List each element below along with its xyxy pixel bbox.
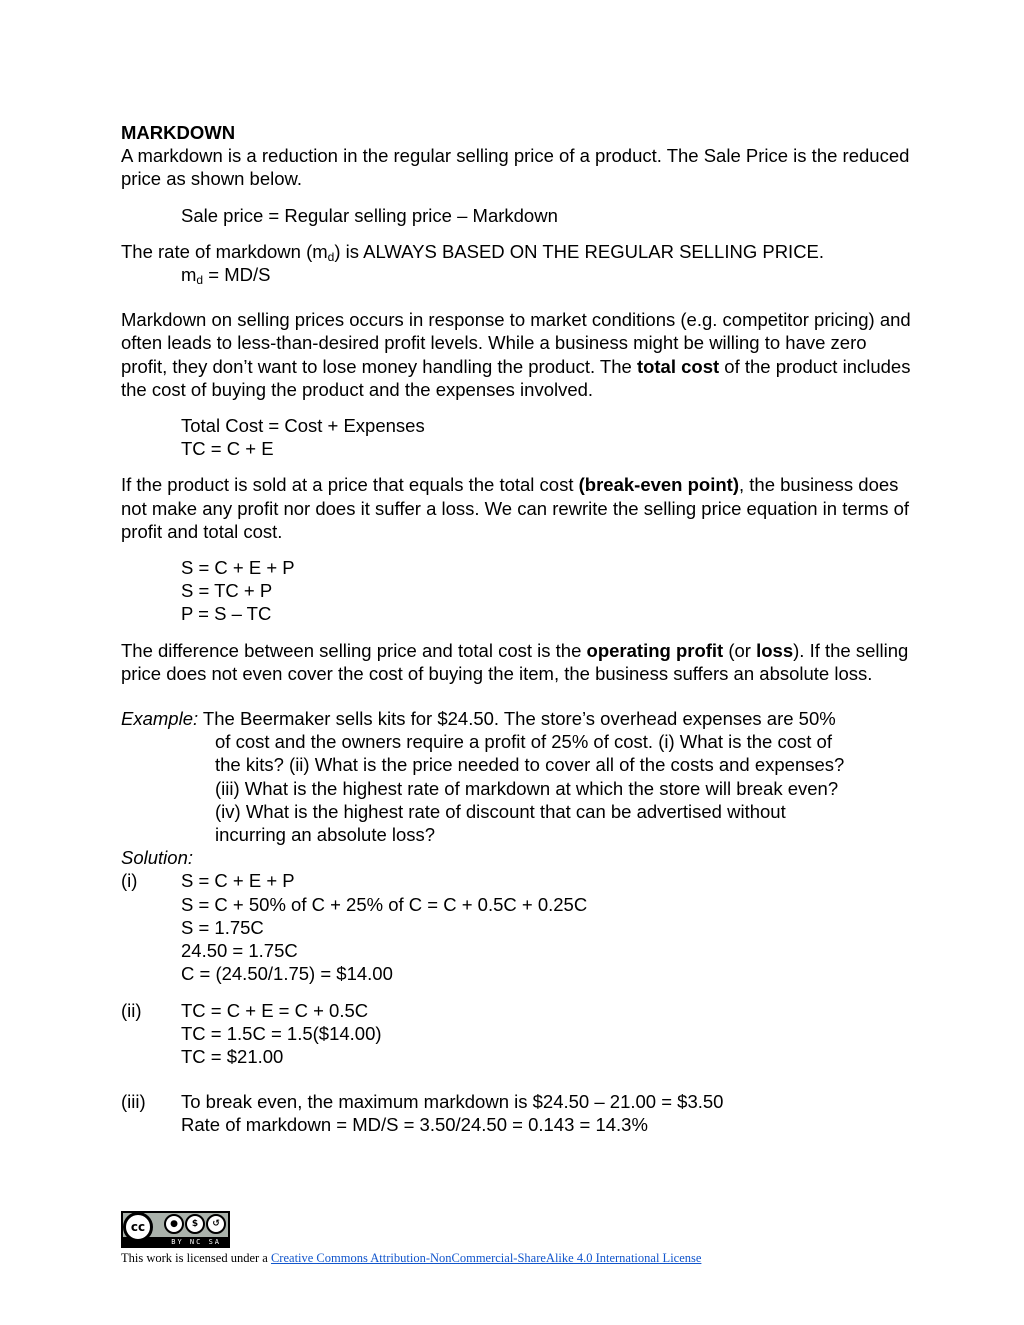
attribution-icon: ● bbox=[164, 1214, 184, 1234]
solution-part-i bbox=[121, 869, 911, 985]
rate-line-text-end: ) is ALWAYS BASED ON THE REGULAR SELLING PRICE. bbox=[334, 240, 825, 262]
sharealike-icon: ↺ bbox=[206, 1214, 226, 1234]
cc-license-badge-icon[interactable] bbox=[121, 1211, 230, 1248]
example-line: the kits? (ii) What is the price needed to cover all of the costs and expenses? bbox=[215, 754, 845, 776]
sale-price-formula: Sale price = Regular selling price – Markdown bbox=[181, 204, 558, 226]
md-formula-text: m bbox=[181, 264, 197, 286]
solution-body bbox=[181, 1090, 911, 1136]
document-page bbox=[121, 121, 911, 1137]
para-text: If the product is sold at a price that equals the total cost bbox=[121, 474, 579, 496]
solution-body bbox=[181, 869, 911, 985]
para-bold-term: total cost bbox=[636, 355, 720, 377]
example-text: The Beermaker sells kits for $24.50. The store’s overhead expenses are 50% bbox=[198, 708, 836, 730]
solution-line: TC = $21.00 bbox=[181, 1045, 284, 1067]
md-formula bbox=[121, 263, 911, 286]
rate-line-text: The rate of markdown (m bbox=[121, 240, 328, 262]
intro-paragraph: A markdown is a reduction in the regular selling price of a product. The Sale Price is the reduced price as shown below. bbox=[121, 145, 910, 190]
para-text: Markdown on selling prices occurs in response to market conditions (e.g. competitor pricing) and often leads to less-than-desired profit levels. While a business might be willing to have zero profit, they don’t want to lose money handling the product. The bbox=[121, 309, 911, 377]
formula-line: TC = C + E bbox=[181, 438, 274, 460]
solution-label-text: Solution: bbox=[121, 847, 193, 869]
solution-label bbox=[121, 846, 911, 869]
break-even-paragraph bbox=[121, 473, 911, 543]
para-text: of the product includes the cost of buying the product and the expenses involved. bbox=[121, 355, 911, 400]
solution-line: To break even, the maximum markdown is $24.50 – 21.00 = $3.50 bbox=[181, 1091, 724, 1113]
para-text: (or bbox=[723, 639, 757, 661]
license-link[interactable]: Creative Commons Attribution-NonCommercial-ShareAlike 4.0 International License bbox=[270, 1251, 702, 1265]
para-bold-term: operating profit bbox=[586, 639, 724, 661]
formula-line: P = S – TC bbox=[181, 603, 272, 625]
para-text: ). If the selling price does not even cover the cost of buying the item, the business suffers an absolute loss. bbox=[121, 639, 909, 684]
solution-line: S = C + 50% of C + 25% of C = C + 0.5C + 0.25C bbox=[181, 893, 588, 915]
solution-line: TC = 1.5C = 1.5($14.00) bbox=[181, 1022, 382, 1044]
solution-part-iii bbox=[121, 1090, 911, 1136]
solution-line: S = 1.75C bbox=[181, 916, 264, 938]
cc-badge-text: BY NC SA bbox=[171, 1238, 221, 1246]
example-line: of cost and the owners require a profit of 25% of cost. (i) What is the cost of bbox=[215, 731, 832, 753]
para-bold-term: (break-even point) bbox=[578, 474, 739, 496]
selling-price-formulas bbox=[121, 556, 911, 626]
example-first-line bbox=[121, 707, 911, 730]
solution-number: (i) bbox=[121, 870, 138, 892]
formula-line: Total Cost = Cost + Expenses bbox=[181, 415, 425, 437]
solution-line: C = (24.50/1.75) = $14.00 bbox=[181, 963, 393, 985]
license-footer bbox=[121, 1211, 701, 1266]
example-line: incurring an absolute loss? bbox=[215, 824, 436, 846]
total-cost-paragraph bbox=[121, 308, 911, 401]
cc-logo-icon: cc bbox=[123, 1212, 153, 1242]
para-text: The difference between selling price and total cost is the bbox=[121, 639, 587, 661]
solution-line: Rate of markdown = MD/S = 3.50/24.50 = 0.143 = 14.3% bbox=[181, 1114, 648, 1136]
example-block bbox=[121, 707, 911, 846]
solution-line: S = C + E + P bbox=[181, 870, 295, 892]
solution-line: TC = C + E = C + 0.5C bbox=[181, 999, 369, 1021]
solution-line: 24.50 = 1.75C bbox=[181, 940, 298, 962]
noncommercial-icon: $ bbox=[185, 1214, 205, 1234]
solution-number: (ii) bbox=[121, 999, 142, 1021]
solution-body bbox=[181, 999, 911, 1069]
para-text: , the business does not make any profit nor does it suffer a loss. We can rewrite the selling price equation in terms of profit and total cost. bbox=[121, 474, 910, 542]
example-label: Example: bbox=[121, 708, 199, 730]
solution-part-ii bbox=[121, 999, 911, 1069]
formula-line: S = C + E + P bbox=[181, 557, 295, 579]
rate-line-subscript: d bbox=[327, 249, 335, 264]
license-prefix: This work is licensed under a bbox=[121, 1251, 271, 1265]
license-text bbox=[121, 1251, 701, 1266]
operating-profit-paragraph bbox=[121, 639, 911, 685]
md-formula-subscript: d bbox=[196, 273, 204, 288]
md-formula-text-end: = MD/S bbox=[203, 264, 271, 286]
para-bold-term: loss bbox=[756, 639, 794, 661]
example-line: (iv) What is the highest rate of discount that can be advertised without bbox=[215, 800, 786, 822]
section-heading: MARKDOWN bbox=[121, 122, 236, 143]
example-line: (iii) What is the highest rate of markdown at which the store will break even? bbox=[215, 777, 839, 799]
solution-number: (iii) bbox=[121, 1091, 146, 1113]
total-cost-formulas bbox=[121, 414, 911, 460]
formula-line: S = TC + P bbox=[181, 580, 273, 602]
rate-of-markdown-line bbox=[121, 240, 911, 263]
